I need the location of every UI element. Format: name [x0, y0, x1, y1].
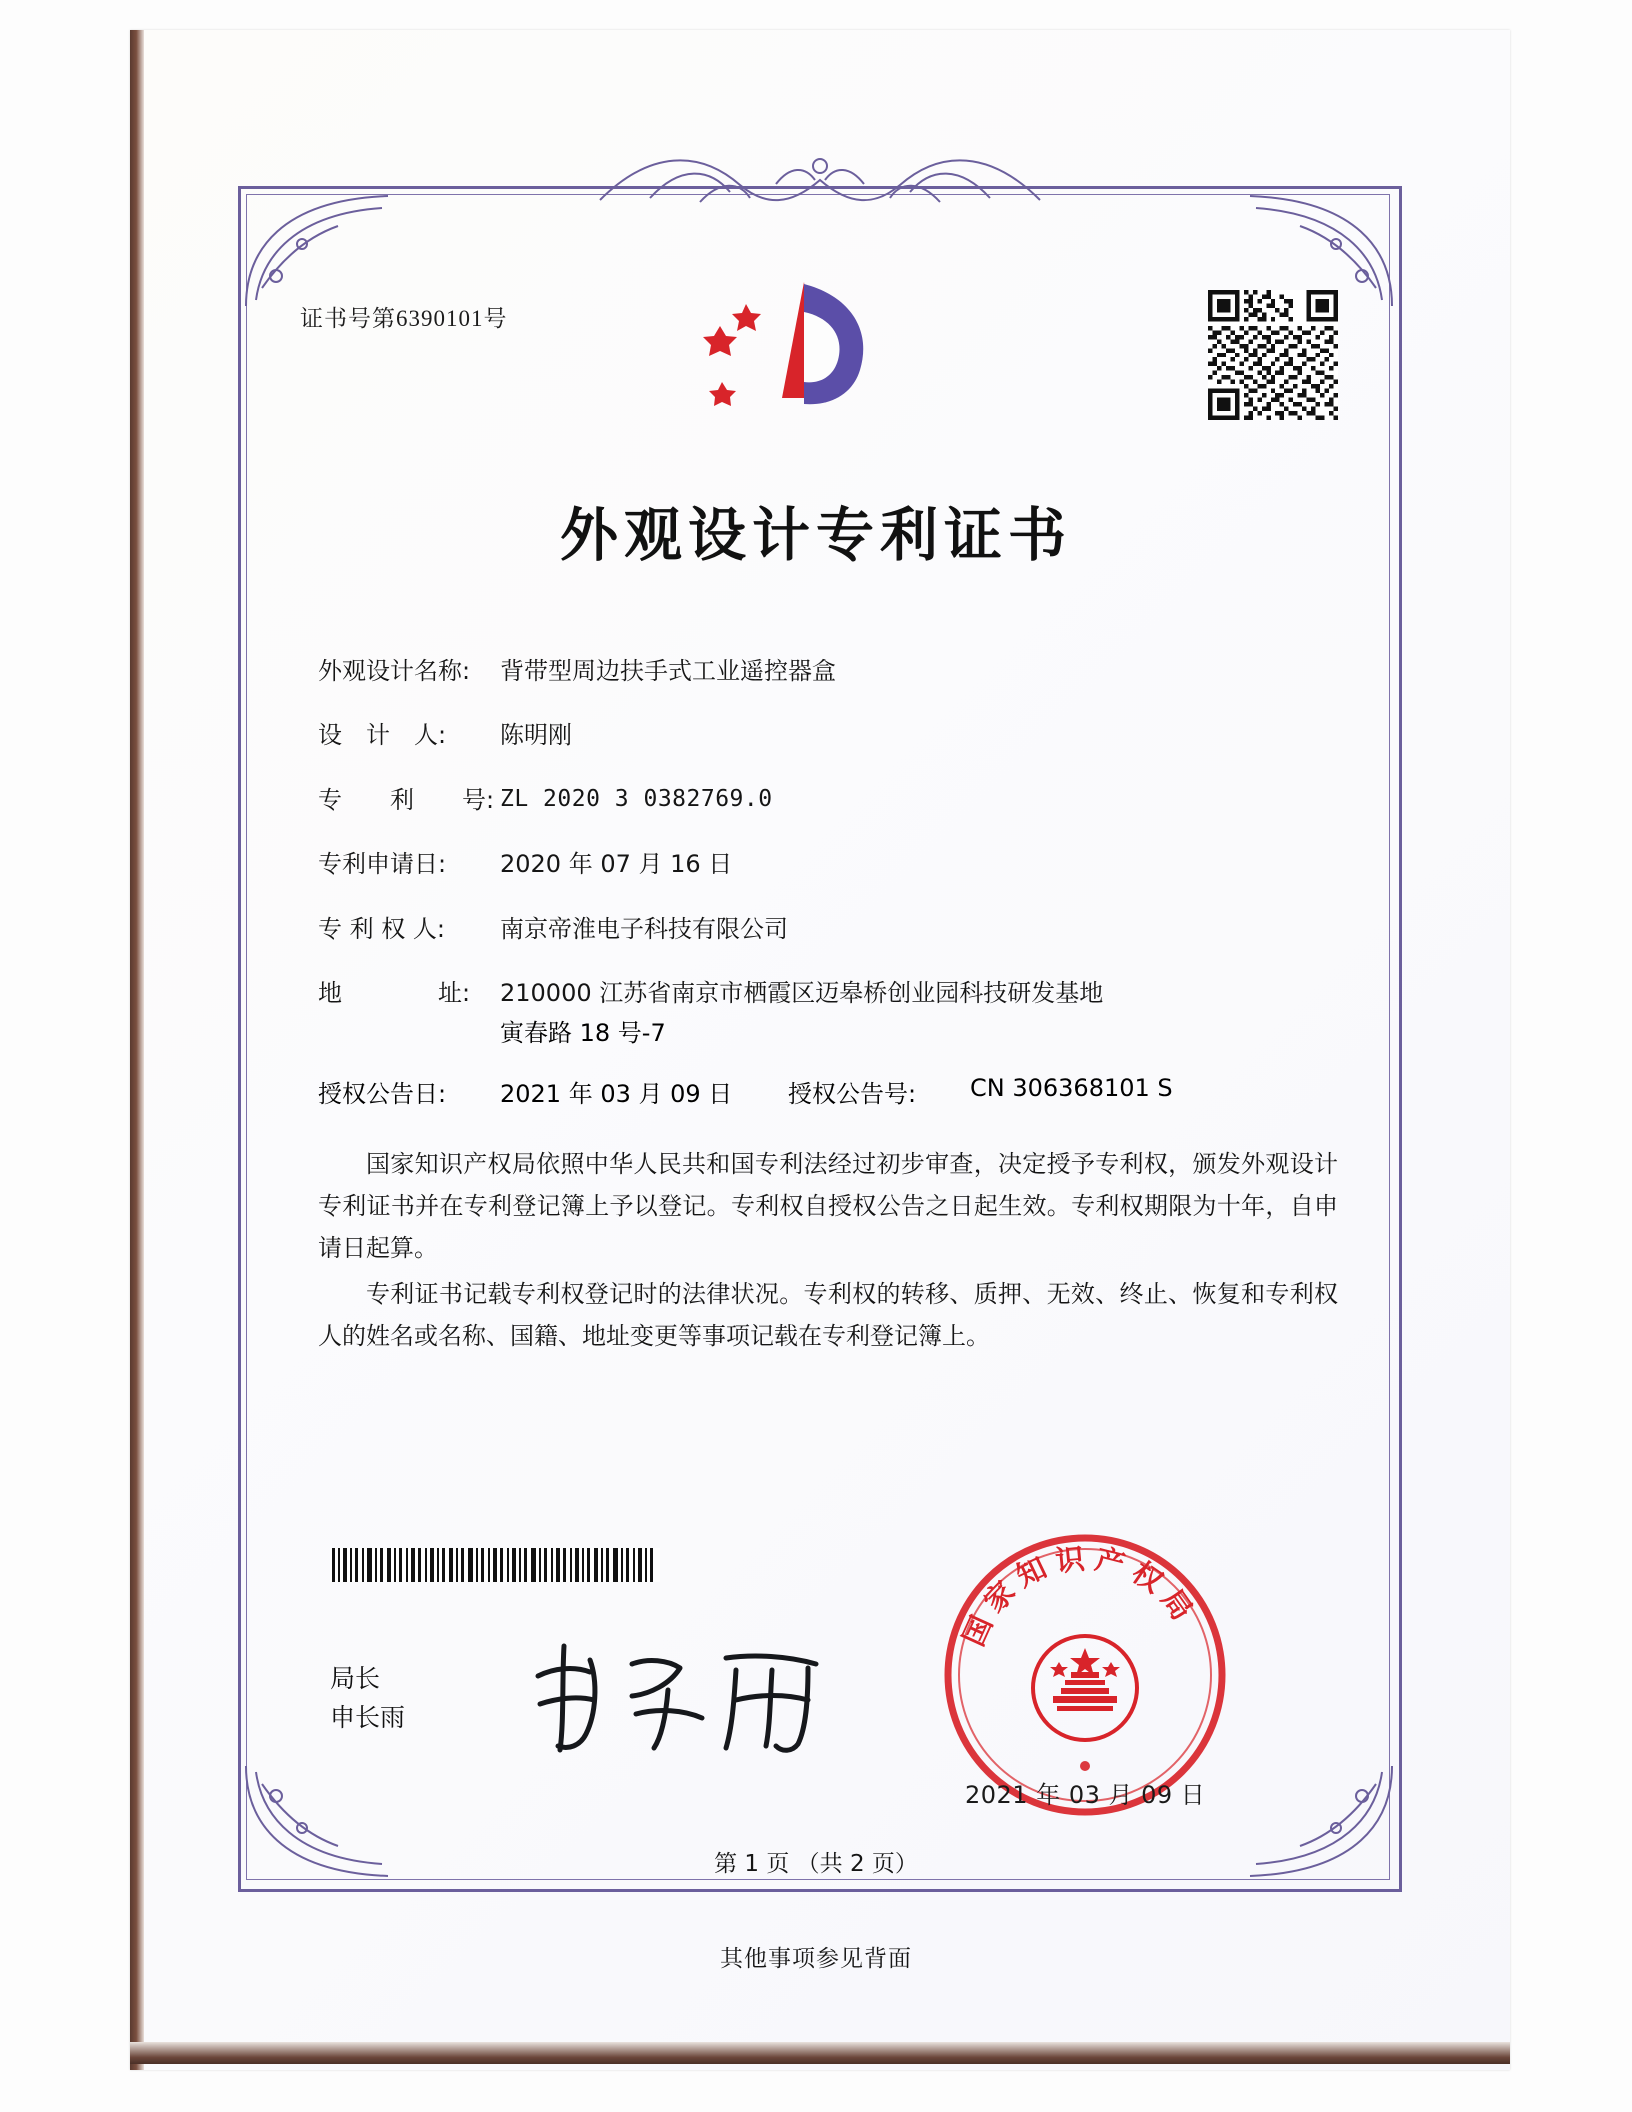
field-designer — [318, 719, 1338, 751]
field-label-patent-number: 专 利 号: — [318, 785, 495, 814]
field-grant-row — [318, 1074, 1338, 1109]
cnipa-logo — [700, 278, 890, 428]
director-label: 局长 — [330, 1664, 381, 1693]
field-value-design-name: 背带型周边扶手式工业遥控器盒 — [500, 657, 836, 685]
page-title: 外观设计专利证书 — [559, 501, 1072, 569]
field-value-designer: 陈明刚 — [500, 721, 572, 750]
field-label-application-date: 专利申请日: — [318, 850, 447, 879]
certificate-number: 证书号第6390101号 — [300, 306, 508, 331]
legal-paragraph-1: 国家知识产权局依照中华人民共和国专利法经过初步审查，决定授予专利权，颁发外观设计专利证书并在专利登记簿上予以登记。专利权自授权公告之日起生效。专利权期限为十年，自申请日起算。 — [318, 1150, 1338, 1263]
svg-text:国家知识产权局: 国家知识产权局 — [956, 1540, 1205, 1651]
field-application-date — [318, 848, 1338, 880]
page-number: 第 1 页 （共 2 页） — [714, 1851, 918, 1877]
field-value-patentee: 南京帝淮电子科技有限公司 — [500, 914, 788, 943]
director-block — [330, 1660, 405, 1738]
qr-code — [1208, 290, 1338, 420]
director-name: 申长雨 — [330, 1702, 406, 1732]
field-value-address: 210000 江苏省南京市栖霞区迈皋桥创业园科技研发基地 — [500, 978, 1104, 1007]
field-label-design-name: 外观设计名称: — [318, 657, 471, 685]
field-label-patentee: 专 利 权 人: — [318, 914, 445, 943]
barcode — [330, 1548, 660, 1582]
field-value-grant-number: CN 306368101 S — [970, 1074, 1173, 1103]
field-label-address: 地 址: — [318, 978, 471, 1007]
field-grant-number — [788, 1074, 1173, 1109]
footer-note: 其他事项参见背面 — [720, 1946, 912, 1972]
scan-edge-left — [130, 30, 144, 2070]
scan-edge-bottom — [130, 2042, 1510, 2064]
handwritten-signature — [520, 1630, 840, 1760]
field-design-name — [318, 655, 1338, 687]
field-label-grant-number: 授权公告号: — [788, 1080, 917, 1109]
field-address — [318, 977, 1338, 1009]
certificate-fields — [318, 655, 1338, 1361]
field-value-application-date: 2020 年 07 月 16 日 — [500, 850, 733, 879]
field-patentee — [318, 913, 1338, 945]
field-label-designer: 设 计 人: — [318, 721, 447, 750]
field-label-grant-date: 授权公告日: — [318, 1080, 447, 1109]
field-value-address-line2: 寅春路 18 号-7 — [500, 1019, 666, 1048]
field-patent-number — [318, 784, 1338, 816]
field-value-grant-date: 2021 年 03 月 09 日 — [500, 1080, 733, 1109]
legal-paragraph-2: 专利证书记载专利权登记时的法律状况。专利权的转移、质押、无效、终止、恢复和专利权人的姓名或名称、国籍、地址变更等事项记载在专利登记簿上。 — [318, 1280, 1338, 1351]
field-value-patent-number: ZL 2020 3 0382769.0 — [500, 785, 773, 812]
top-flourish-ornament — [590, 140, 1050, 210]
seal-date: 2021 年 03 月 09 日 — [965, 1781, 1206, 1809]
field-grant-date — [318, 1074, 788, 1109]
